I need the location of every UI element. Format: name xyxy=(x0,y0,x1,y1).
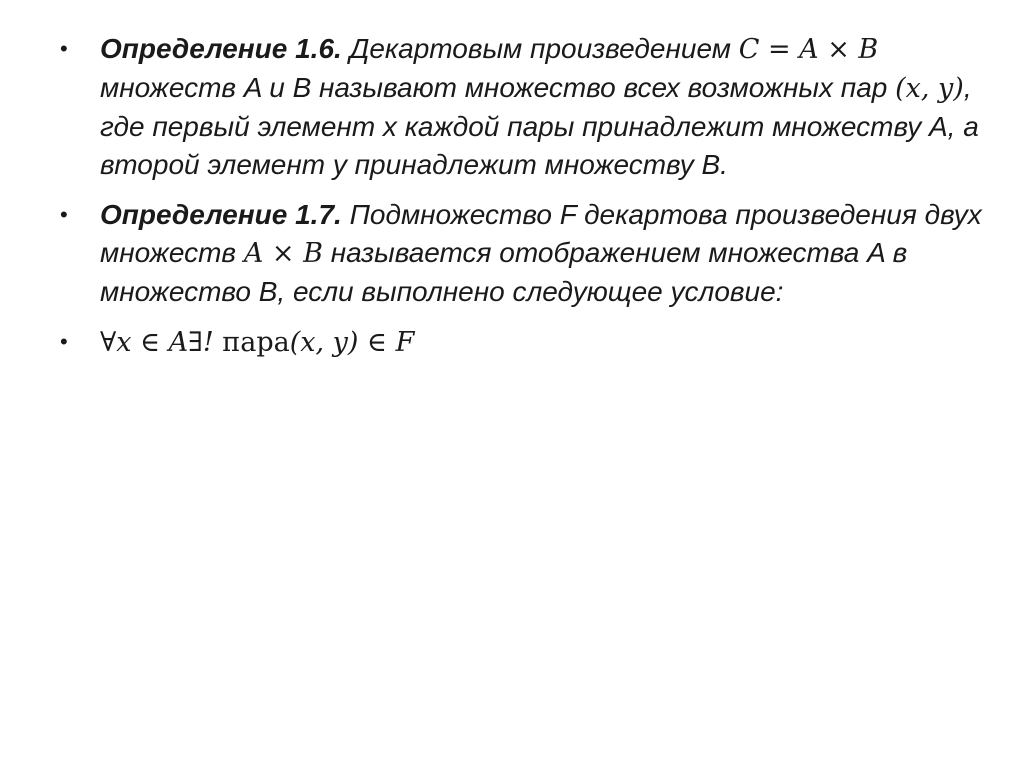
definition-text: называется отображением множества A в множество B, если выполнено следующее условие: xyxy=(100,237,908,307)
math-formula: C = A × B xyxy=(738,34,879,65)
definition-1-6 xyxy=(60,30,990,184)
definition-text: , где первый элемент x каждой пары принадлежит множеству A, а второй элемент y принадлежит множеству B. xyxy=(100,72,979,180)
bullet: • xyxy=(60,202,68,227)
bullet: • xyxy=(60,36,68,61)
math-formula: (x, y) ∈ F xyxy=(289,327,415,358)
condition-formula xyxy=(60,323,990,362)
definition-text: Подмножество F декартова произведения двух множеств xyxy=(100,199,982,268)
math-word: пара xyxy=(222,327,290,358)
math-formula: (x, y) xyxy=(895,73,964,104)
math-formula: ∀x ∈ A∃! xyxy=(100,327,223,358)
bullet: • xyxy=(60,329,68,354)
definition-term: Определение 1.6. xyxy=(100,33,342,64)
definition-1-7 xyxy=(60,196,990,311)
definition-term: Определение 1.7. xyxy=(100,199,342,230)
definition-text: Декартовым произведением xyxy=(341,33,739,64)
math-formula: A × B xyxy=(243,238,323,269)
definition-text: множеств A и B называют множество всех возможных пар xyxy=(100,72,896,103)
slide-content xyxy=(60,30,990,374)
